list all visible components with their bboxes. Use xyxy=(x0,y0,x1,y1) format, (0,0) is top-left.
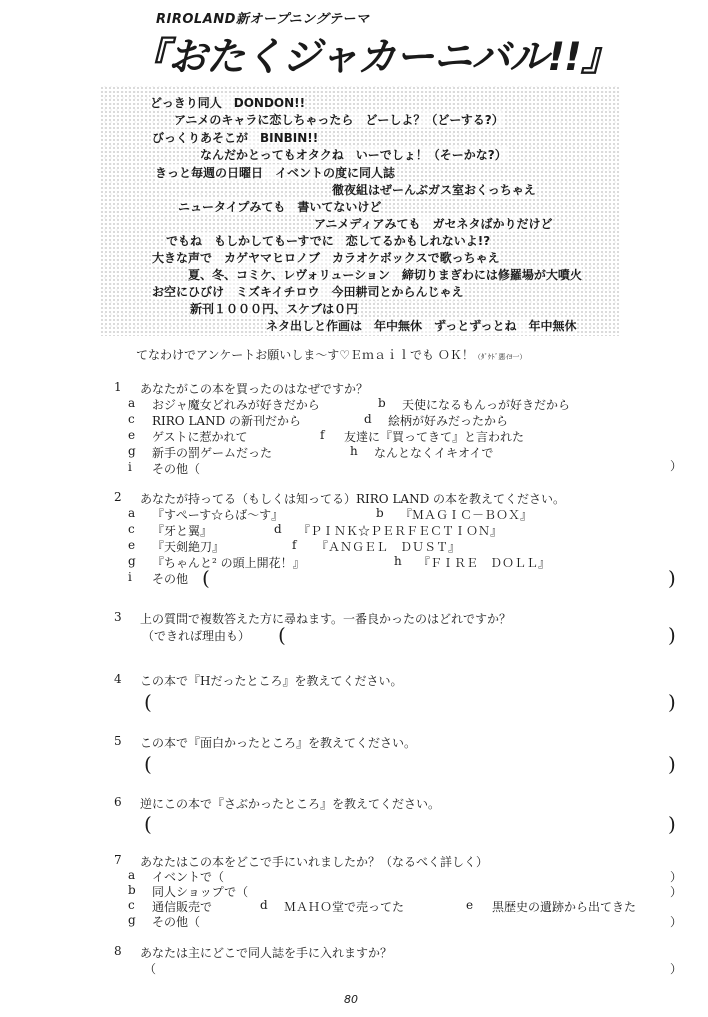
lyric-line: お空にひびけ ミズキイチロウ 今田耕司とからんじゃえ xyxy=(152,285,464,299)
question-text: あなたが持ってる（もしくは知ってる）RIRO LAND の本を教えてください。 xyxy=(140,492,566,506)
option-letter: d xyxy=(364,412,372,426)
lyrics-panel xyxy=(100,86,620,336)
option-text[interactable]: 『天剣絶刀』 xyxy=(152,540,225,554)
lyric-line: なんだかとってもオタクね いーでしょ！（そーかな?） xyxy=(200,148,507,162)
answer-bracket: ) xyxy=(668,812,676,836)
lyric-line: でもね もしかしてもーすでに 恋してるかもしれないよ!? xyxy=(166,234,491,248)
question-number: 2 xyxy=(114,490,122,504)
option-letter: a xyxy=(128,868,136,882)
option-text[interactable]: 黒歴史の遺跡から出てきた xyxy=(492,900,637,914)
option-text[interactable]: 『ちゃんと² の頭上開花！』 xyxy=(152,556,305,570)
option-letter: d xyxy=(274,522,282,536)
question-text: あなたがこの本を買ったのはなぜですか？ xyxy=(140,382,369,396)
option-text[interactable]: 『すぺーす☆らば～す』 xyxy=(152,508,284,522)
song-title: 『おたくジャカーニバル!!』 xyxy=(130,35,619,80)
lyric-line: アニメのキャラに恋しちゃったら どーしよ？（どーする?） xyxy=(174,113,504,127)
option-letter: e xyxy=(128,538,136,552)
option-text[interactable]: イベントで（ xyxy=(152,870,225,884)
intro-main: てなわけでアンケートお願いしま～す♡Ｅｍａｉｌでも ＯＫ！ xyxy=(136,348,474,362)
lyric-line: アニメディアみても ガセネタばかりだけど xyxy=(314,217,553,231)
answer-bracket: ( xyxy=(144,690,152,714)
option-letter: e xyxy=(466,898,474,912)
option-letter: g xyxy=(128,444,136,458)
intro-text xyxy=(136,346,526,363)
option-letter: g xyxy=(128,913,136,927)
question-text: 逆にこの本で『さぶかったところ』を教えてください。 xyxy=(140,797,441,811)
question-text: この本で『Hだったところ』を教えてください。 xyxy=(140,674,403,688)
lyric-line: ネタ出しと作画は 年中無休 ずっとずっとね 年中無休 xyxy=(266,319,577,333)
option-text[interactable]: 『牙と翼』 xyxy=(152,524,213,538)
option-text[interactable]: ゲストに惹かれて xyxy=(152,430,248,444)
lyric-line: 新刊１０００円、スケブは０円 xyxy=(190,302,359,316)
question-text: あなたはこの本をどこで手にいれましたか？（なるべく詳しく） xyxy=(140,855,489,869)
answer-bracket: ） xyxy=(670,459,683,473)
answer-bracket: ) xyxy=(668,752,676,776)
question-text: この本で『面白かったところ』を教えてください。 xyxy=(140,736,417,750)
option-text[interactable]: 通信販売で xyxy=(152,900,213,914)
question-number: 3 xyxy=(114,610,122,624)
question-subtext: （できれば理由も） xyxy=(142,629,251,643)
answer-bracket: （ xyxy=(144,962,157,976)
lyric-line: 大きな声で カゲヤマヒロノブ カラオケボックスで歌っちゃえ xyxy=(152,251,500,265)
option-letter: c xyxy=(128,522,135,536)
option-text[interactable]: 『ＡＮＧＥＬ ＤＵＳＴ』 xyxy=(316,540,461,554)
question-number: 1 xyxy=(114,380,122,394)
option-text[interactable]: 絵柄が好みだったから xyxy=(388,414,509,428)
option-text[interactable]: その他 xyxy=(152,572,189,586)
answer-bracket: ） xyxy=(670,962,683,976)
answer-bracket: ） xyxy=(670,870,683,884)
option-letter: i xyxy=(128,570,132,584)
option-letter: i xyxy=(128,460,132,474)
option-text[interactable]: 天使になるもんっが好きだから xyxy=(402,398,571,412)
option-text[interactable]: ＭＡＨＯ堂で売ってた xyxy=(284,900,405,914)
answer-bracket: ) xyxy=(668,690,676,714)
option-text[interactable]: 『ＦＩＲＥ ＤＯＬＬ』 xyxy=(418,556,551,570)
answer-bracket: ） xyxy=(670,915,683,929)
page-number: 80 xyxy=(344,993,358,1006)
option-letter: b xyxy=(376,506,384,520)
option-text[interactable]: 同人ショップで（ xyxy=(152,885,249,899)
lyric-line: ニュータイプみても 書いてないけど xyxy=(178,200,382,214)
option-text[interactable]: 『ＰＩＮＫ☆ＰＥＲＦＥＣＴＩＯＮ』 xyxy=(298,524,503,538)
option-letter: f xyxy=(292,538,297,552)
option-letter: b xyxy=(378,396,386,410)
lyric-line: どっきり同人 DONDON!! xyxy=(150,96,306,110)
option-letter: d xyxy=(260,898,268,912)
option-letter: e xyxy=(128,428,136,442)
question-text: 上の質問で複数答えた方に尋ねます。一番良かったのはどれですか？ xyxy=(140,612,512,626)
question-number: 5 xyxy=(114,734,122,748)
option-text[interactable]: 『ＭＡＧＩＣ－ＢＯＸ』 xyxy=(400,508,533,522)
question-number: 8 xyxy=(114,944,122,958)
question-text: あなたは主にどこで同人誌を手に入れますか？ xyxy=(140,946,393,960)
answer-bracket: ) xyxy=(668,566,676,590)
question-number: 7 xyxy=(114,853,122,867)
option-letter: g xyxy=(128,554,136,568)
lyric-line: 夏、冬、コミケ、レヴォリューション 締切りまぎわには修羅場が大噴火 xyxy=(188,268,582,282)
option-text[interactable]: 新手の罰ゲームだった xyxy=(152,446,273,460)
answer-bracket: ( xyxy=(278,623,286,647)
option-text[interactable]: おジャ魔女どれみが好きだから xyxy=(152,398,320,412)
answer-bracket: ） xyxy=(670,885,683,899)
question-number: 6 xyxy=(114,795,122,809)
answer-bracket: ( xyxy=(144,812,152,836)
option-letter: h xyxy=(394,554,402,568)
answer-bracket: ( xyxy=(202,566,210,590)
answer-bracket: ( xyxy=(144,752,152,776)
lyric-line: びっくりあそこが BINBIN!! xyxy=(152,131,319,145)
option-text[interactable]: その他（ xyxy=(152,462,201,476)
option-text[interactable]: 友達に『買ってきて』と言われた xyxy=(344,430,525,444)
option-letter: a xyxy=(128,506,136,520)
intro-note: （ﾀﾞｹﾄﾞ悪ｲﾖ一） xyxy=(473,353,527,361)
option-letter: c xyxy=(128,898,135,912)
option-text[interactable]: なんとなくイキオイで xyxy=(374,446,494,460)
question-number: 4 xyxy=(114,672,122,686)
option-letter: a xyxy=(128,396,136,410)
option-letter: f xyxy=(320,428,325,442)
option-text[interactable]: RIRO LAND の新刊だから xyxy=(152,414,302,428)
option-letter: b xyxy=(128,883,136,897)
option-text[interactable]: その他（ xyxy=(152,915,201,929)
option-letter: c xyxy=(128,412,135,426)
brand-heading: RIROLAND新オープニングテーマ xyxy=(156,12,370,27)
option-letter: h xyxy=(350,444,358,458)
lyric-line: 徹夜組はぜーんぶガス室おくっちゃえ xyxy=(332,183,536,197)
lyric-line: きっと毎週の日曜日 イベントの度に同人誌 xyxy=(155,166,396,180)
answer-bracket: ) xyxy=(668,623,676,647)
